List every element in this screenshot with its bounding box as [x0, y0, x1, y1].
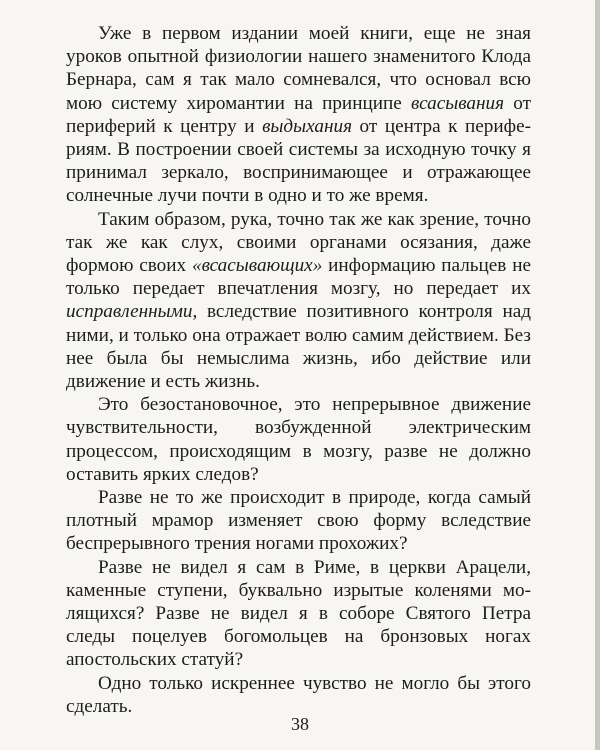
text-run: от центра к перифериям. В построении своей системы за исходную точку я принимал зеркало, воспринимающее и отражающее солнечные лучи почти в одно и то же время.	[66, 115, 531, 207]
text-run: информацию пальцев не только передает впечатления мозгу, но передает их	[66, 255, 531, 300]
italic-run: выдыхания	[262, 115, 353, 137]
paragraph	[66, 208, 531, 394]
italic-run: исправленными	[66, 301, 193, 323]
text-run: Разве не видел я сам в Риме, в церкви Арацели, каменные ступени, буквально изрытые коленями молящихся? Разве не видел я в соборе Святого Петра следы поцелуев богомольцев на бронзовых ногах апостольских статуй?	[66, 556, 531, 671]
text-run: Одно только искреннее чувство не могло бы этого сделать.	[66, 672, 531, 717]
text-run: от периферий к центру и	[66, 92, 531, 137]
page-number: 38	[291, 714, 309, 734]
body-text	[66, 22, 531, 718]
paragraph	[66, 672, 531, 718]
paragraph	[66, 22, 531, 208]
paragraph	[66, 393, 531, 486]
text-run: Разве не то же происходит в природе, когда самый плотный мрамор изменяет свою форму вследствие беспрерывного трения ногами прохожих?	[66, 487, 531, 555]
paragraph	[66, 486, 531, 556]
text-run: , вследствие позитивного контроля над ними, и только она отражает волю самим действием. Без нее была бы немыслима жизнь, ибо действие или движение и есть жизнь.	[66, 301, 531, 393]
text-run: Таким образом, рука, точно так же как зрение, точно так же как слух, своими органами осязания, даже формою своих	[66, 208, 531, 277]
italic-run: «всасывающих»	[191, 255, 323, 277]
paragraph	[66, 556, 531, 672]
text-run: Уже в первом издании моей книги, еще не зная уроков опытной физиологии нашего знаменитого Клода Бернара, сам я так мало сомневался, что основал всю мою систему хиромантии на принципе	[66, 23, 531, 114]
text-run: Это безостановочное, это непрерывное движение чувствительности, возбужденной электрическим процессом, происходящим в мозгу, разве не должно оставить ярких следов?	[66, 394, 531, 485]
page-edge	[595, 0, 600, 750]
italic-run: всасывания	[411, 92, 505, 114]
